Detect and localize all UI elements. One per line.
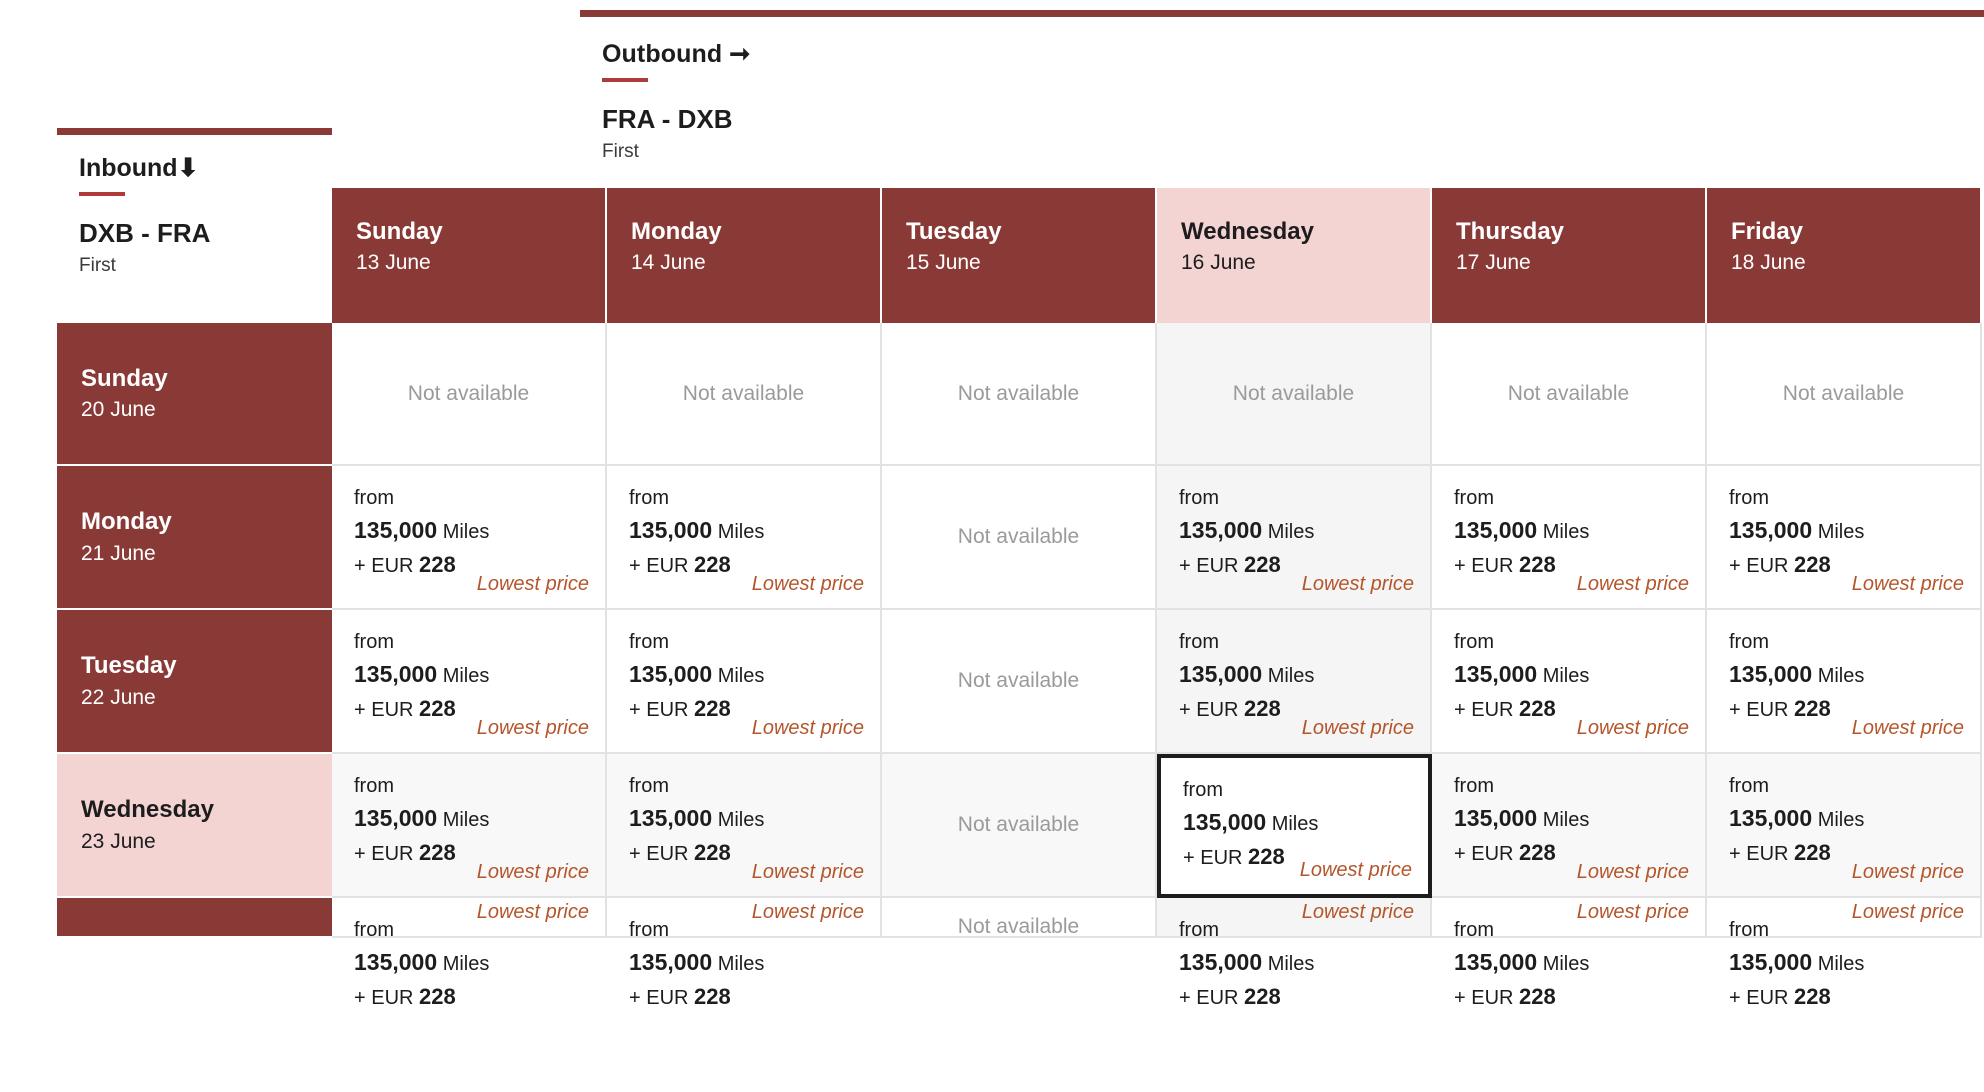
miles-value: 135,000 [1454, 661, 1538, 687]
table-row [57, 754, 1984, 898]
lowest-price-badge: Lowest price [1851, 861, 1964, 883]
price-value: 228 [1248, 843, 1285, 869]
from-label: from [1729, 631, 1769, 653]
from-label: from [629, 631, 669, 653]
plus-sign: + [1454, 554, 1466, 577]
fare-cell-unavailable [1432, 323, 1707, 466]
plus-sign: + [1454, 986, 1466, 1009]
currency-code: EUR [1746, 554, 1789, 577]
miles-unit: Miles [717, 665, 765, 687]
miles-value: 135,000 [354, 661, 438, 687]
outbound-title [602, 39, 1984, 69]
fare-cell-unavailable [882, 610, 1157, 754]
fare-cell[interactable] [332, 754, 607, 898]
cash-amount [354, 984, 587, 1010]
miles-unit: Miles [442, 665, 490, 687]
fare-cell-unavailable [882, 466, 1157, 610]
inbound-cabin-class: First [79, 255, 116, 276]
miles-unit: Miles [1817, 809, 1865, 831]
miles-value: 135,000 [629, 661, 713, 687]
currency-code: EUR [1471, 698, 1514, 721]
lowest-price-badge: Lowest price [1576, 861, 1689, 883]
miles-value: 135,000 [1179, 661, 1263, 687]
row-header-date: 22 June [81, 685, 156, 709]
fare-cell[interactable] [607, 898, 882, 1009]
cash-amount [1454, 984, 1687, 1010]
price-value: 228 [419, 695, 456, 721]
from-label: from [1183, 779, 1223, 801]
miles-value: 135,000 [1729, 517, 1813, 543]
miles-amount [1729, 661, 1962, 689]
inbound-route: DXB - FRA [79, 218, 211, 248]
not-available-label: Not available [407, 381, 530, 405]
outbound-title-underline [602, 78, 648, 82]
fare-cell[interactable] [1157, 898, 1432, 1009]
plus-sign: + [1729, 986, 1741, 1009]
fare-cell-unavailable [882, 323, 1157, 466]
miles-amount [1454, 661, 1687, 689]
miles-amount [1729, 517, 1962, 545]
miles-unit: Miles [1542, 809, 1590, 831]
row-header-day: Sunday [81, 364, 168, 392]
miles-value: 135,000 [354, 517, 438, 543]
column-header-row [57, 188, 1984, 323]
fare-cell[interactable] [332, 466, 607, 610]
miles-amount [354, 661, 587, 689]
from-label: from [1179, 487, 1219, 509]
fare-cell[interactable] [1707, 754, 1982, 898]
miles-amount [629, 805, 862, 833]
column-header-day: Thursday [1456, 218, 1565, 245]
row-header-wednesday[interactable] [57, 754, 332, 898]
from-label: from [1729, 919, 1769, 941]
plus-sign: + [1179, 986, 1191, 1009]
from-label: from [1179, 919, 1219, 941]
not-available-label: Not available [1507, 381, 1630, 405]
row-header-tuesday[interactable] [57, 610, 332, 754]
miles-amount [629, 517, 862, 545]
miles-unit: Miles [442, 953, 490, 975]
lowest-price-badge: Lowest price [1301, 901, 1414, 923]
outbound-title-label: Outbound [602, 40, 723, 68]
row-header-sunday[interactable] [57, 323, 332, 466]
price-value: 228 [419, 839, 456, 865]
miles-amount [629, 949, 862, 977]
price-value: 228 [419, 551, 456, 577]
column-header-day: Monday [631, 218, 722, 245]
table-row [57, 323, 1984, 466]
grid-corner-spacer [57, 188, 332, 323]
column-header-day: Tuesday [906, 218, 1002, 245]
miles-value: 135,000 [1179, 949, 1263, 975]
miles-value: 135,000 [1729, 805, 1813, 831]
not-available-label: Not available [1782, 381, 1905, 405]
outbound-top-rule [580, 10, 1984, 17]
fare-cell[interactable] [1707, 466, 1982, 610]
miles-unit: Miles [1542, 953, 1590, 975]
miles-amount [1179, 949, 1412, 977]
from-label: from [1454, 487, 1494, 509]
miles-value: 135,000 [629, 805, 713, 831]
fare-cell-unavailable [1707, 323, 1982, 466]
column-header-date: 15 June [906, 250, 981, 274]
currency-code: EUR [1196, 986, 1239, 1009]
lowest-price-badge: Lowest price [751, 573, 864, 595]
column-header-date: 16 June [1181, 250, 1256, 274]
fare-cell-unavailable [882, 898, 1157, 938]
miles-value: 135,000 [1454, 517, 1538, 543]
price-value: 228 [1519, 551, 1556, 577]
column-header-thursday[interactable] [1432, 188, 1707, 323]
currency-code: EUR [1471, 554, 1514, 577]
fare-cell-unavailable [882, 754, 1157, 898]
fare-cell[interactable] [1707, 898, 1982, 1009]
miles-unit: Miles [442, 809, 490, 831]
currency-code: EUR [646, 986, 689, 1009]
outbound-header-panel [580, 17, 1984, 189]
price-value: 228 [1794, 839, 1831, 865]
miles-unit: Miles [1267, 521, 1315, 543]
lowest-price-badge: Lowest price [476, 573, 589, 595]
currency-code: EUR [646, 698, 689, 721]
miles-unit: Miles [1817, 665, 1865, 687]
plus-sign: + [1729, 554, 1741, 577]
column-header-date: 14 June [631, 250, 706, 274]
outbound-route: FRA - DXB [602, 104, 733, 134]
column-header-friday[interactable] [1707, 188, 1982, 323]
column-header-day: Wednesday [1181, 218, 1314, 245]
fare-cell[interactable] [332, 898, 607, 1009]
row-header-day: Tuesday [81, 652, 177, 679]
miles-amount [1179, 517, 1412, 545]
currency-code: EUR [371, 986, 414, 1009]
plus-sign: + [1454, 842, 1466, 865]
not-available-label: Not available [957, 525, 1080, 548]
fare-cell[interactable] [607, 466, 882, 610]
table-row [57, 898, 1984, 1009]
miles-unit: Miles [1271, 813, 1319, 835]
miles-unit: Miles [717, 521, 765, 543]
price-value: 228 [419, 983, 456, 1009]
plus-sign: + [354, 554, 366, 577]
lowest-price-badge: Lowest price [476, 861, 589, 883]
fare-cell[interactable] [1432, 466, 1707, 610]
from-label: from [354, 775, 394, 797]
plus-sign: + [629, 842, 641, 865]
plus-sign: + [354, 986, 366, 1009]
outbound-cabin-class: First [602, 141, 639, 162]
column-header-date: 13 June [356, 250, 431, 274]
column-header-tuesday[interactable] [882, 188, 1157, 323]
not-available-label: Not available [957, 669, 1080, 692]
fare-cell[interactable] [1432, 754, 1707, 898]
plus-sign: + [1729, 698, 1741, 721]
fare-cell[interactable] [1707, 610, 1982, 754]
fare-cell[interactable] [1432, 898, 1707, 1009]
currency-code: EUR [371, 842, 414, 865]
plus-sign: + [1729, 842, 1741, 865]
lowest-price-badge: Lowest price [751, 901, 864, 923]
price-value: 228 [1794, 695, 1831, 721]
fare-cell[interactable] [607, 754, 882, 898]
row-header-day: Monday [81, 508, 172, 535]
miles-amount [354, 949, 587, 977]
plus-sign: + [354, 842, 366, 865]
row-header-day: Wednesday [81, 796, 214, 823]
cash-amount [1179, 984, 1412, 1010]
miles-amount [1454, 805, 1687, 833]
column-header-date: 17 June [1456, 250, 1531, 274]
miles-value: 135,000 [354, 805, 438, 831]
miles-value: 135,000 [1729, 661, 1813, 687]
miles-unit: Miles [1542, 521, 1590, 543]
miles-value: 135,000 [1183, 809, 1267, 835]
lowest-price-badge: Lowest price [1576, 717, 1689, 739]
miles-unit: Miles [442, 521, 490, 543]
lowest-price-badge: Lowest price [1576, 901, 1689, 923]
lowest-price-badge: Lowest price [1576, 573, 1689, 595]
lowest-price-badge: Lowest price [1301, 717, 1414, 739]
currency-code: EUR [646, 554, 689, 577]
plus-sign: + [629, 698, 641, 721]
from-label: from [1454, 919, 1494, 941]
fare-cell[interactable] [332, 610, 607, 754]
from-label: from [1179, 631, 1219, 653]
column-header-sunday[interactable] [332, 188, 607, 323]
plus-sign: + [1183, 846, 1195, 869]
price-value: 228 [694, 839, 731, 865]
not-available-label: Not available [957, 915, 1080, 938]
miles-unit: Miles [1267, 953, 1315, 975]
miles-value: 135,000 [1179, 517, 1263, 543]
miles-unit: Miles [1817, 521, 1865, 543]
currency-code: EUR [1200, 846, 1243, 869]
not-available-label: Not available [1232, 381, 1355, 405]
column-header-date: 18 June [1731, 250, 1806, 274]
fare-cell-unavailable [332, 323, 607, 466]
arrow-right-icon: ➞ [729, 40, 751, 68]
fare-cell-unavailable [607, 323, 882, 466]
miles-value: 135,000 [1454, 949, 1538, 975]
column-header-wednesday[interactable] [1157, 188, 1432, 323]
miles-amount [354, 517, 587, 545]
miles-unit: Miles [717, 953, 765, 975]
plus-sign: + [354, 698, 366, 721]
lowest-price-badge: Lowest price [476, 717, 589, 739]
currency-code: EUR [1196, 698, 1239, 721]
currency-code: EUR [371, 698, 414, 721]
miles-amount [1454, 949, 1687, 977]
from-label: from [629, 919, 669, 941]
column-header-monday[interactable] [607, 188, 882, 323]
table-row [57, 466, 1984, 610]
miles-unit: Miles [717, 809, 765, 831]
miles-value: 135,000 [629, 949, 713, 975]
column-header-day: Friday [1731, 218, 1804, 245]
miles-amount [1183, 809, 1410, 837]
from-label: from [1729, 487, 1769, 509]
from-label: from [629, 487, 669, 509]
lowest-price-badge: Lowest price [751, 861, 864, 883]
from-label: from [1729, 775, 1769, 797]
lowest-price-badge: Lowest price [751, 717, 864, 739]
fare-cell[interactable] [1157, 610, 1432, 754]
fare-cell[interactable] [1157, 754, 1432, 898]
not-available-label: Not available [957, 813, 1080, 836]
price-value: 228 [1244, 983, 1281, 1009]
plus-sign: + [1179, 554, 1191, 577]
plus-sign: + [1179, 698, 1191, 721]
currency-code: EUR [1471, 842, 1514, 865]
price-value: 228 [1244, 551, 1281, 577]
currency-code: EUR [1746, 698, 1789, 721]
arrow-down-icon: ⬇ [177, 154, 199, 182]
row-header-date: 21 June [81, 541, 156, 565]
column-header-day: Sunday [356, 218, 443, 245]
plus-sign: + [1454, 698, 1466, 721]
fare-cell[interactable] [1157, 466, 1432, 610]
price-value: 228 [694, 983, 731, 1009]
lowest-price-badge: Lowest price [476, 901, 589, 923]
from-label: from [629, 775, 669, 797]
plus-sign: + [629, 986, 641, 1009]
price-value: 228 [1519, 983, 1556, 1009]
price-value: 228 [1519, 695, 1556, 721]
miles-amount [1729, 949, 1962, 977]
miles-value: 135,000 [629, 517, 713, 543]
not-available-label: Not available [957, 381, 1080, 405]
price-value: 228 [694, 551, 731, 577]
inbound-title [79, 153, 332, 183]
miles-amount [1729, 805, 1962, 833]
miles-unit: Miles [1542, 665, 1590, 687]
currency-code: EUR [1471, 986, 1514, 1009]
price-value: 228 [1244, 695, 1281, 721]
plus-sign: + [629, 554, 641, 577]
from-label: from [354, 631, 394, 653]
miles-amount [1179, 661, 1412, 689]
miles-amount [354, 805, 587, 833]
miles-amount [1454, 517, 1687, 545]
from-label: from [1454, 775, 1494, 797]
price-value: 228 [1519, 839, 1556, 865]
miles-value: 135,000 [1454, 805, 1538, 831]
lowest-price-badge: Lowest price [1851, 717, 1964, 739]
row-header-partial[interactable] [57, 898, 332, 938]
from-label: from [1454, 631, 1494, 653]
lowest-price-badge: Lowest price [1299, 859, 1412, 881]
miles-unit: Miles [1817, 953, 1865, 975]
not-available-label: Not available [682, 381, 805, 405]
from-label: from [354, 487, 394, 509]
from-label: from [354, 919, 394, 941]
currency-code: EUR [646, 842, 689, 865]
price-value: 228 [1794, 983, 1831, 1009]
currency-code: EUR [1746, 842, 1789, 865]
row-header-monday[interactable] [57, 466, 332, 610]
currency-code: EUR [1746, 986, 1789, 1009]
fare-grid [57, 188, 1984, 1009]
row-header-date: 23 June [81, 829, 156, 853]
currency-code: EUR [1196, 554, 1239, 577]
lowest-price-badge: Lowest price [1851, 573, 1964, 595]
miles-unit: Miles [1267, 665, 1315, 687]
row-header-date: 20 June [81, 398, 156, 422]
cash-amount [629, 984, 862, 1010]
miles-amount [629, 661, 862, 689]
fare-cell[interactable] [607, 610, 882, 754]
fare-cell[interactable] [1432, 610, 1707, 754]
table-row [57, 610, 1984, 754]
currency-code: EUR [371, 554, 414, 577]
price-value: 228 [694, 695, 731, 721]
cash-amount [1729, 984, 1962, 1010]
price-value: 228 [1794, 551, 1831, 577]
miles-value: 135,000 [1729, 949, 1813, 975]
fare-cell-unavailable [1157, 323, 1432, 466]
lowest-price-badge: Lowest price [1851, 901, 1964, 923]
inbound-title-label: Inbound [79, 154, 178, 182]
lowest-price-badge: Lowest price [1301, 573, 1414, 595]
miles-value: 135,000 [354, 949, 438, 975]
